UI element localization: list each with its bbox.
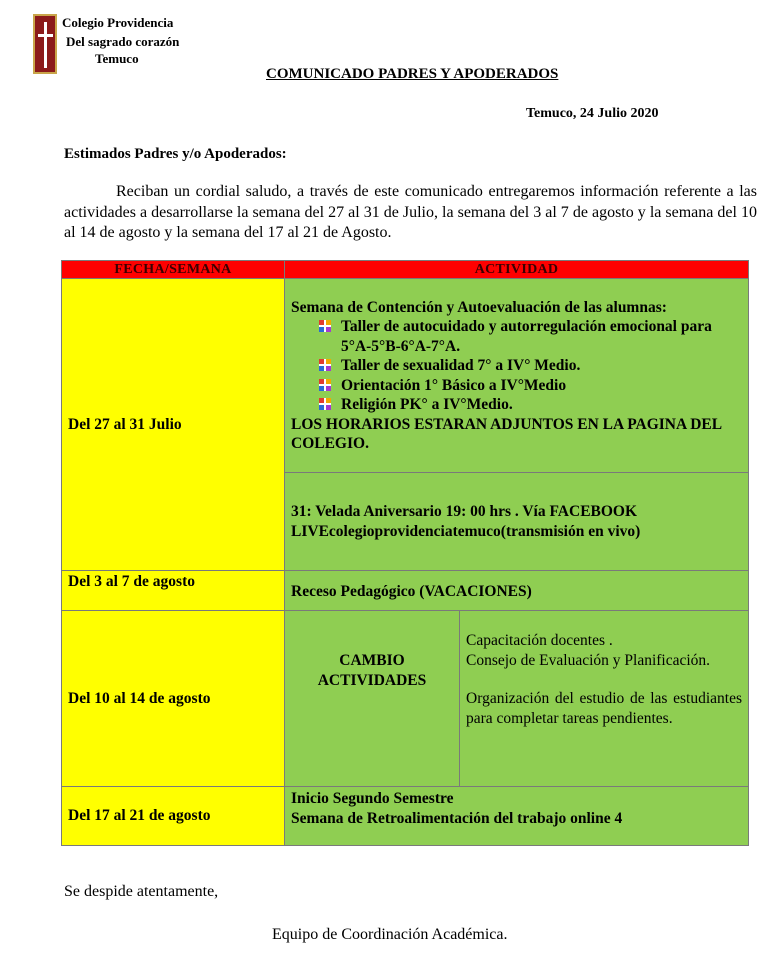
column-header-date: FECHA/SEMANA [62,261,285,279]
list-item [315,317,742,356]
school-crest-cross-icon [33,14,57,74]
list-item [315,395,742,415]
table-row [62,611,749,787]
row-activity [285,787,749,846]
row-activity-label [285,611,460,787]
table-row [62,787,749,846]
row-activity [285,279,749,473]
table-row [62,279,749,473]
list-item [315,356,742,376]
greeting: Estimados Padres y/o Apoderados: [64,146,287,162]
colored-cross-bullet-icon [319,320,331,332]
row-activity: Receso Pedagógico (VACACIONES) [285,571,749,611]
row-date: Del 3 al 7 de agosto [62,571,285,611]
details-line: Capacitación docentes . [466,632,613,649]
school-name-line3: Temuco [95,51,139,66]
table-row [62,571,749,611]
closing-text: Se despide atentamente, [64,883,219,900]
document-title: COMUNICADO PADRES Y APODERADOS [266,66,559,82]
schedule-note: LOS HORARIOS ESTARAN ADJUNTOS EN LA PAGINA DEL COLEGIO. [291,415,722,452]
list-item-text: Orientación 1° Básico a IV°Medio [341,376,567,394]
row-activity-anniversary: 31: Velada Aniversario 19: 00 hrs . Vía FACEBOOK LIVEcolegioprovidenciatemuco(transmisión en vivo) [285,473,749,571]
activity-label: CAMBIO ACTIVIDADES [317,652,427,689]
row-date: Del 10 al 14 de agosto [62,611,285,787]
school-name-line2: Del sagrado corazón [66,34,180,49]
intro-paragraph: Reciban un cordial saludo, a través de este comunicado entregaremos información referente a las actividades a desarrollarse la semana del 27 al 31 de Julio, la semana del 3 al 7 de agosto y la semana del 10 al 14 de agosto y la semana del 17 al 21 de Agosto. [64,183,757,241]
activity-line: Semana de Retroalimentación del trabajo online 4 [291,809,623,827]
signature-text: Equipo de Coordinación Académica. [272,926,508,943]
activity-list [291,317,742,415]
schedule-table [61,260,749,846]
column-header-activity: ACTIVIDAD [285,261,749,279]
list-item-text: Taller de autocuidado y autorregulación emocional para 5°A-5°B-6°A-7°A. [341,318,712,355]
details-line: Consejo de Evaluación y Planificación. [466,651,711,669]
row-date: Del 27 al 31 Julio [62,279,285,571]
activity-line: Inicio Segundo Semestre [291,790,454,807]
list-item [315,376,742,396]
row-date: Del 17 al 21 de agosto [62,787,285,846]
colored-cross-bullet-icon [319,398,331,410]
document-date: Temuco, 24 Julio 2020 [526,106,659,121]
table-header-row [62,261,749,279]
list-item-text: Taller de sexualidad 7° a IV° Medio. [341,357,581,374]
school-name-line1: Colegio Providencia [62,15,174,30]
row-activity-details [460,611,749,787]
list-item-text: Religión PK° a IV°Medio. [341,396,513,413]
colored-cross-bullet-icon [319,379,331,391]
activity-heading: Semana de Contención y Autoevaluación de las alumnas: [291,298,667,316]
colored-cross-bullet-icon [319,359,331,371]
details-paragraph: Organización del estudio de las estudiantes para completar tareas pendientes. [466,690,743,727]
